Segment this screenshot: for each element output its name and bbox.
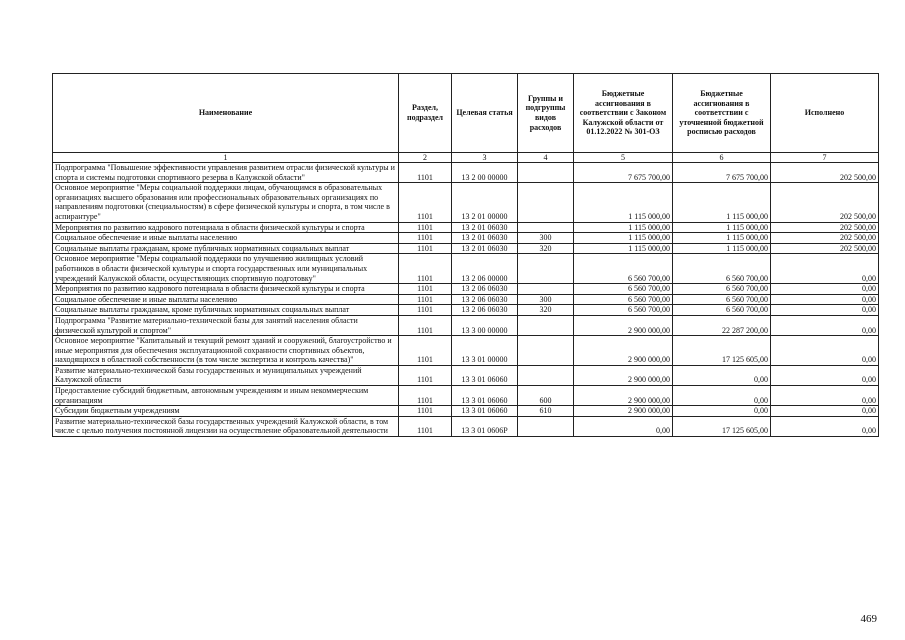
row-section: 1101 (399, 243, 452, 254)
row-executed: 0,00 (771, 336, 879, 366)
row-section: 1101 (399, 315, 452, 335)
table-row (53, 183, 879, 222)
row-name: Социальные выплаты гражданам, кроме публичных нормативных социальных выплат (53, 305, 399, 316)
row-refined-allocation: 6 560 700,00 (673, 284, 771, 295)
row-target-article: 13 3 01 06060 (452, 365, 518, 385)
table-row (53, 284, 879, 295)
row-refined-allocation: 1 115 000,00 (673, 233, 771, 244)
row-law-allocation: 6 560 700,00 (574, 305, 673, 316)
row-law-allocation: 6 560 700,00 (574, 284, 673, 295)
header-section: Раздел, подраздел (399, 74, 452, 153)
header-refined-allocations: Бюджетные ассигнования в соответствии с уточненной бюджетной росписью расходов (673, 74, 771, 153)
table-row (53, 222, 879, 233)
header-target-article: Целевая статья (452, 74, 518, 153)
row-section: 1101 (399, 305, 452, 316)
header-expense-group: Группы и подгруппы видов расходов (518, 74, 574, 153)
row-target-article: 13 3 00 00000 (452, 315, 518, 335)
row-expense-group (518, 365, 574, 385)
row-refined-allocation: 22 287 200,00 (673, 315, 771, 335)
row-executed: 0,00 (771, 386, 879, 406)
table-row (53, 243, 879, 254)
row-target-article: 13 2 06 00000 (452, 254, 518, 284)
row-target-article: 13 3 01 06060 (452, 386, 518, 406)
column-number: 3 (452, 153, 518, 163)
table-row (53, 163, 879, 183)
column-number: 6 (673, 153, 771, 163)
row-executed: 0,00 (771, 254, 879, 284)
column-number: 1 (53, 153, 399, 163)
table-row (53, 336, 879, 366)
row-refined-allocation: 17 125 605,00 (673, 336, 771, 366)
row-target-article: 13 2 01 00000 (452, 183, 518, 222)
row-law-allocation: 0,00 (574, 416, 673, 436)
row-section: 1101 (399, 294, 452, 305)
row-law-allocation: 6 560 700,00 (574, 294, 673, 305)
row-section: 1101 (399, 254, 452, 284)
header-law-allocations: Бюджетные ассигнования в соответствии с Законом Калужской области от 01.12.2022 № 301-ОЗ (574, 74, 673, 153)
column-number: 4 (518, 153, 574, 163)
row-section: 1101 (399, 416, 452, 436)
row-law-allocation: 1 115 000,00 (574, 233, 673, 244)
row-law-allocation: 6 560 700,00 (574, 254, 673, 284)
row-name: Социальное обеспечение и иные выплаты населению (53, 233, 399, 244)
row-expense-group (518, 336, 574, 366)
row-name: Подпрограмма "Повышение эффективности управления развитием отрасли физической культуры и спорта и системы подготовки спортивного резерва в Калужской области" (53, 163, 399, 183)
row-expense-group (518, 183, 574, 222)
row-executed: 202 500,00 (771, 183, 879, 222)
row-expense-group (518, 163, 574, 183)
table-row (53, 315, 879, 335)
row-section: 1101 (399, 365, 452, 385)
row-expense-group (518, 254, 574, 284)
row-target-article: 13 2 06 06030 (452, 284, 518, 295)
row-section: 1101 (399, 284, 452, 295)
row-section: 1101 (399, 233, 452, 244)
row-law-allocation: 2 900 000,00 (574, 336, 673, 366)
row-refined-allocation: 0,00 (673, 406, 771, 417)
row-expense-group: 320 (518, 305, 574, 316)
row-name: Субсидии бюджетным учреждениям (53, 406, 399, 417)
row-target-article: 13 3 01 00000 (452, 336, 518, 366)
row-refined-allocation: 1 115 000,00 (673, 243, 771, 254)
row-executed: 202 500,00 (771, 163, 879, 183)
row-expense-group (518, 222, 574, 233)
row-executed: 202 500,00 (771, 233, 879, 244)
row-law-allocation: 2 900 000,00 (574, 406, 673, 417)
column-number-row (53, 153, 879, 163)
column-number: 5 (574, 153, 673, 163)
row-section: 1101 (399, 163, 452, 183)
row-expense-group (518, 284, 574, 295)
row-refined-allocation: 6 560 700,00 (673, 294, 771, 305)
row-expense-group (518, 416, 574, 436)
row-law-allocation: 1 115 000,00 (574, 243, 673, 254)
row-target-article: 13 3 01 06060 (452, 406, 518, 417)
table-row (53, 305, 879, 316)
row-refined-allocation: 6 560 700,00 (673, 254, 771, 284)
row-executed: 0,00 (771, 305, 879, 316)
page-number: 469 (860, 613, 877, 625)
row-target-article: 13 3 01 0606Р (452, 416, 518, 436)
row-name: Социальное обеспечение и иные выплаты населению (53, 294, 399, 305)
row-section: 1101 (399, 386, 452, 406)
row-executed: 0,00 (771, 406, 879, 417)
row-refined-allocation: 0,00 (673, 365, 771, 385)
row-section: 1101 (399, 222, 452, 233)
row-name: Подпрограмма "Развитие материально-технической базы для занятий населения области физической культурой и спортом" (53, 315, 399, 335)
row-law-allocation: 2 900 000,00 (574, 386, 673, 406)
row-target-article: 13 2 06 06030 (452, 294, 518, 305)
row-name: Социальные выплаты гражданам, кроме публичных нормативных социальных выплат (53, 243, 399, 254)
table-row (53, 406, 879, 417)
row-target-article: 13 2 00 00000 (452, 163, 518, 183)
row-law-allocation: 2 900 000,00 (574, 315, 673, 335)
row-name: Основное мероприятие "Капитальный и текущий ремонт зданий и сооружений, благоустройство и иные мероприятия для обеспечения эксплуатационной сохранности спортивных объектов, находящихся в областной собственности (в том числе экспертиза и контроль качества)" (53, 336, 399, 366)
header-name: Наименование (53, 74, 399, 153)
header-executed: Исполнено (771, 74, 879, 153)
row-refined-allocation: 0,00 (673, 386, 771, 406)
row-executed: 0,00 (771, 284, 879, 295)
table-row (53, 294, 879, 305)
row-executed: 0,00 (771, 365, 879, 385)
row-expense-group: 300 (518, 233, 574, 244)
row-name: Предоставление субсидий бюджетным, автономным учреждениям и иным некоммерческим организациям (53, 386, 399, 406)
row-executed: 0,00 (771, 294, 879, 305)
row-section: 1101 (399, 183, 452, 222)
row-refined-allocation: 17 125 605,00 (673, 416, 771, 436)
row-target-article: 13 2 01 06030 (452, 233, 518, 244)
table-row (53, 365, 879, 385)
row-executed: 0,00 (771, 416, 879, 436)
row-expense-group: 300 (518, 294, 574, 305)
table-row (53, 254, 879, 284)
row-expense-group: 320 (518, 243, 574, 254)
row-law-allocation: 1 115 000,00 (574, 183, 673, 222)
row-refined-allocation: 7 675 700,00 (673, 163, 771, 183)
table-row (53, 416, 879, 436)
row-law-allocation: 1 115 000,00 (574, 222, 673, 233)
row-refined-allocation: 1 115 000,00 (673, 183, 771, 222)
row-executed: 202 500,00 (771, 243, 879, 254)
row-expense-group: 600 (518, 386, 574, 406)
row-name: Мероприятия по развитию кадрового потенциала в области физической культуры и спорта (53, 222, 399, 233)
row-target-article: 13 2 01 06030 (452, 243, 518, 254)
column-number: 2 (399, 153, 452, 163)
budget-table (52, 73, 879, 437)
row-name: Мероприятия по развитию кадрового потенциала в области физической культуры и спорта (53, 284, 399, 295)
row-section: 1101 (399, 406, 452, 417)
row-law-allocation: 7 675 700,00 (574, 163, 673, 183)
row-expense-group (518, 315, 574, 335)
row-name: Развитие материально-технической базы государственных учреждений Калужской области, в том числе с целью получения постоянной лицензии на осуществление образовательной деятельности (53, 416, 399, 436)
row-executed: 0,00 (771, 315, 879, 335)
row-name: Развитие материально-технической базы государственных и муниципальных учреждений Калужской области (53, 365, 399, 385)
table-row (53, 386, 879, 406)
row-name: Основное мероприятие "Меры социальной поддержки по улучшению жилищных условий работников в области физической культуры и спорта государственных или муниципальных учреждений Калужской области, осуществляющих спортивную подготовку" (53, 254, 399, 284)
column-number: 7 (771, 153, 879, 163)
row-target-article: 13 2 01 06030 (452, 222, 518, 233)
row-executed: 202 500,00 (771, 222, 879, 233)
row-refined-allocation: 1 115 000,00 (673, 222, 771, 233)
row-law-allocation: 2 900 000,00 (574, 365, 673, 385)
row-refined-allocation: 6 560 700,00 (673, 305, 771, 316)
header-row (53, 74, 879, 153)
row-name: Основное мероприятие "Меры социальной поддержки лицам, обучающимся в образовательных организациях высшего образования или профессиональных образовательных организациях по направлениям подготовки (специальностям) в сфере физической культуры и спорта, в том числе в аспирантуре" (53, 183, 399, 222)
row-target-article: 13 2 06 06030 (452, 305, 518, 316)
row-section: 1101 (399, 336, 452, 366)
row-expense-group: 610 (518, 406, 574, 417)
table-row (53, 233, 879, 244)
